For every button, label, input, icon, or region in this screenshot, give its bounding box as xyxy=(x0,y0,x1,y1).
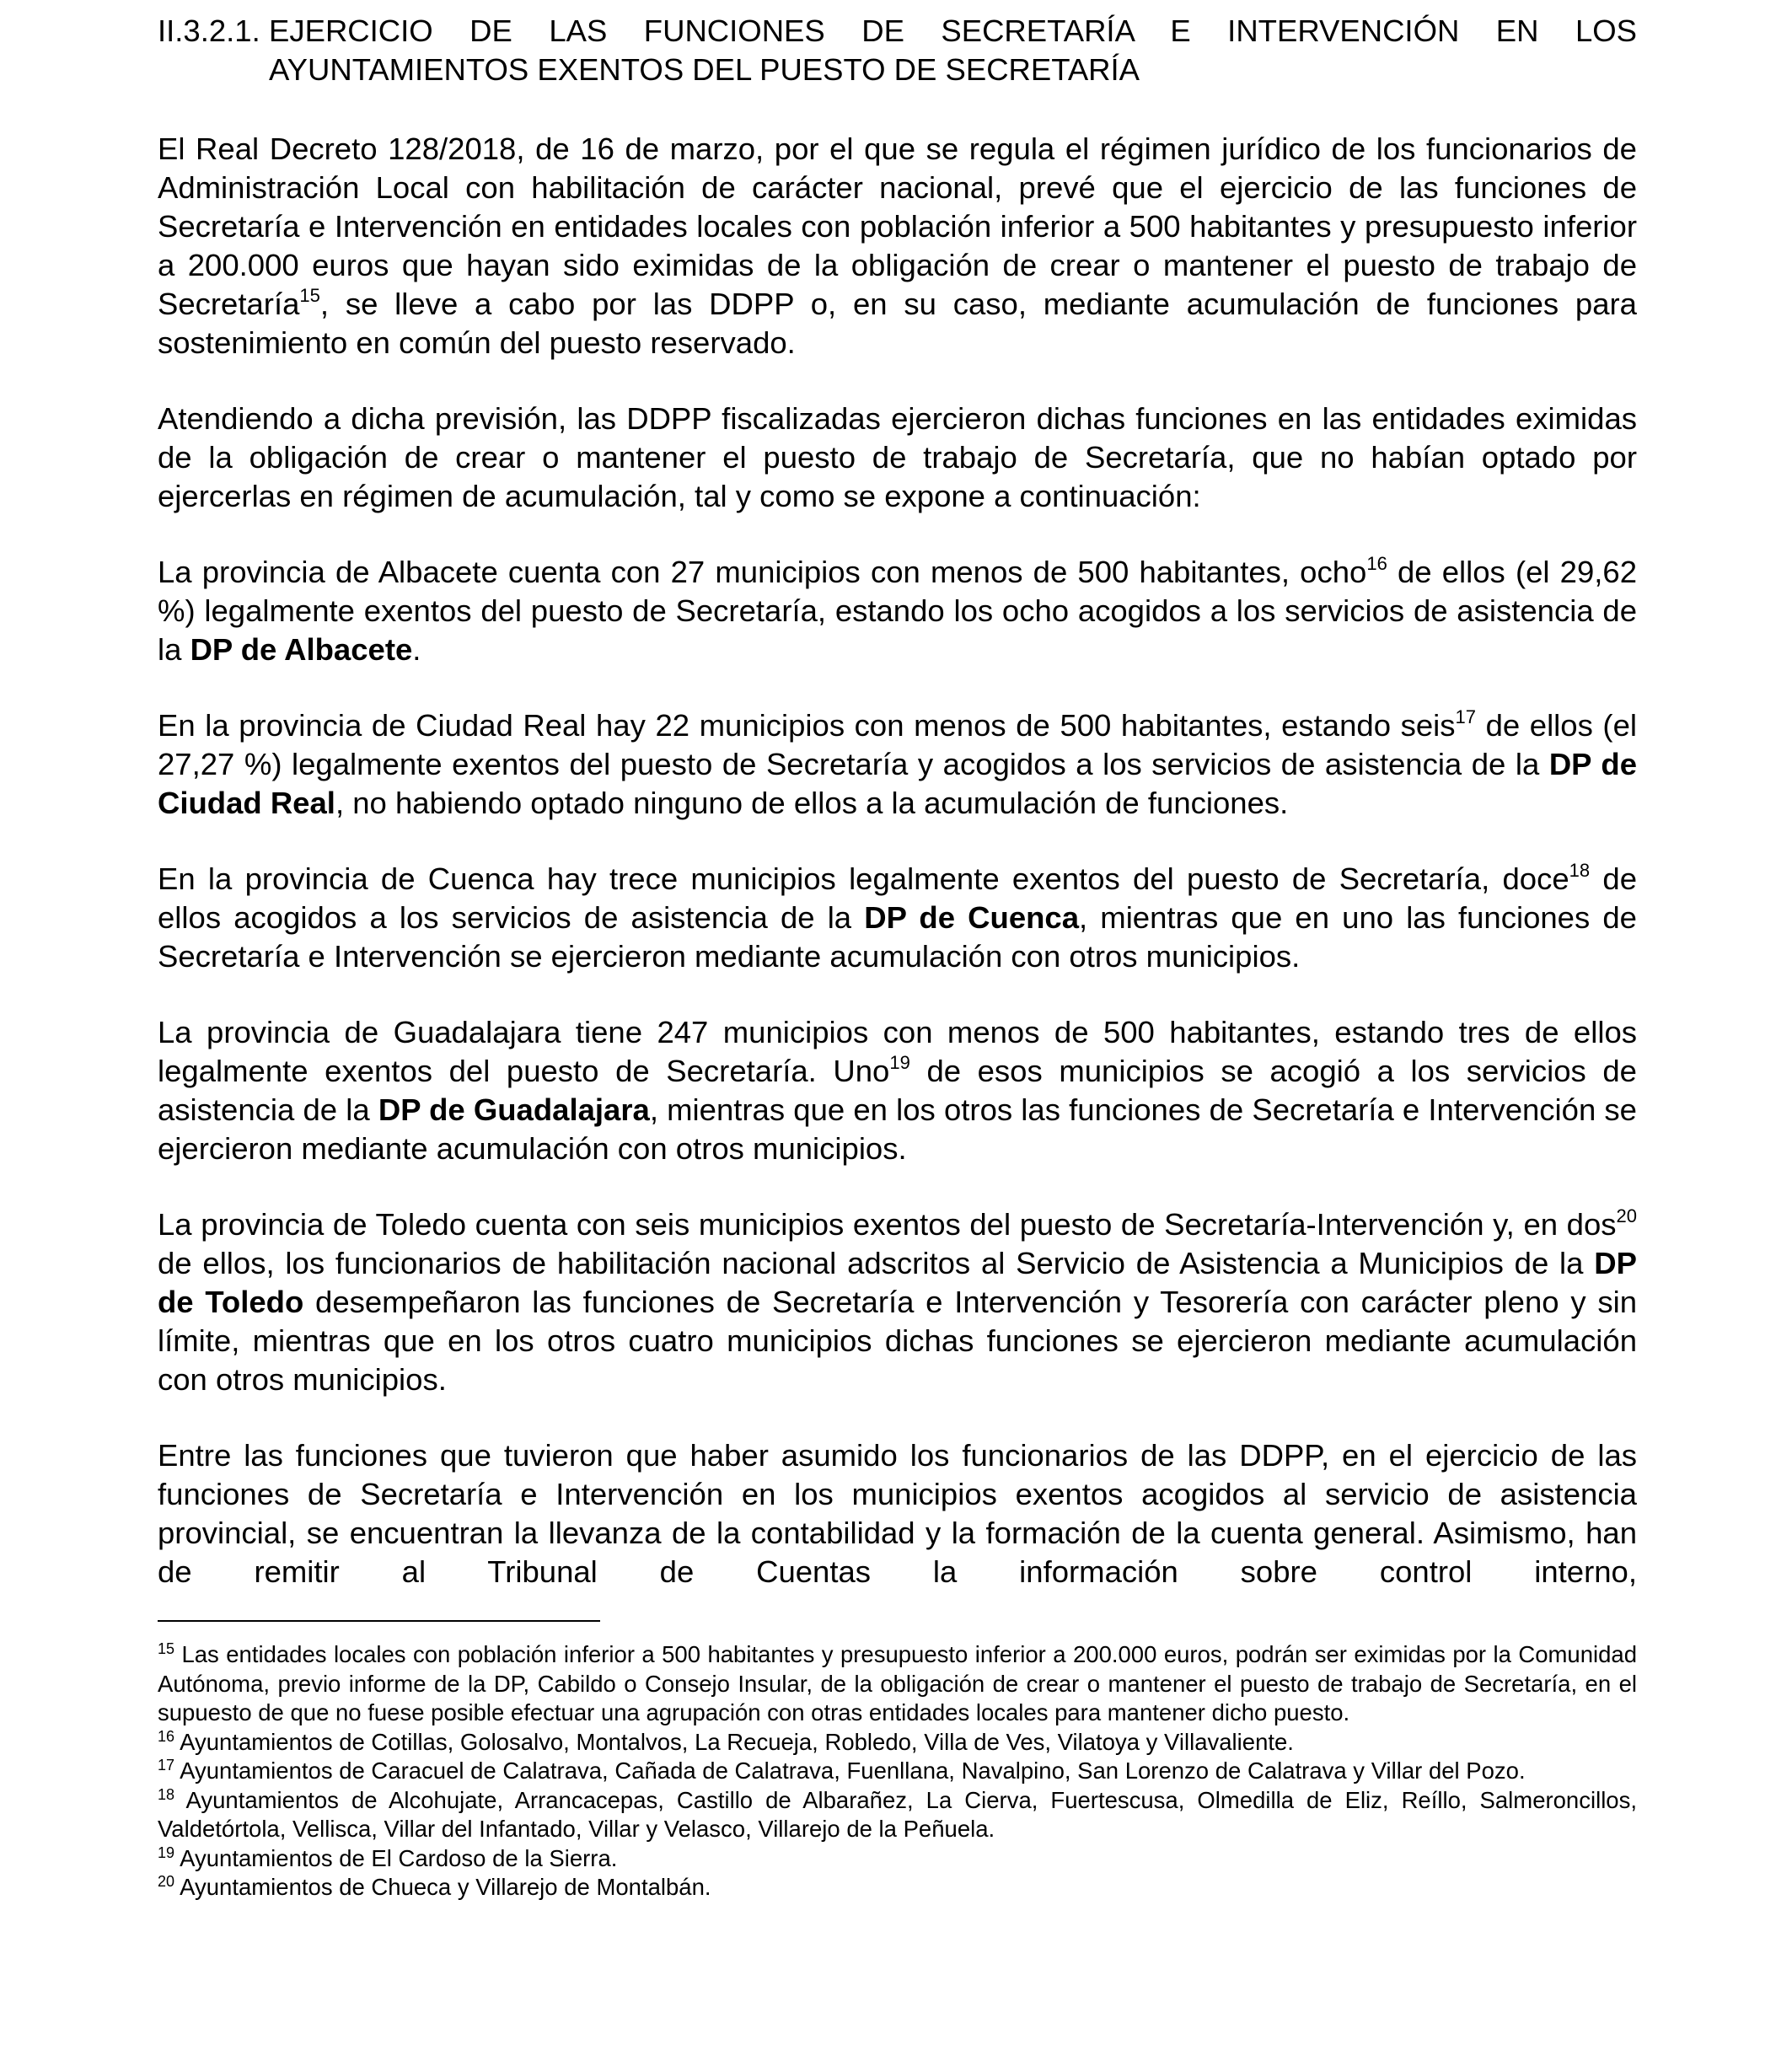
paragraph-text: Atendiendo a dicha previsión, las DDPP fiscalizadas ejercieron dichas funciones en las entidades eximidas de la obligación de crear o mantener el puesto de trabajo de Secretaría, que no habían optado por ejercerlas en régimen de acumulación, tal y como se expone a continuación: xyxy=(158,401,1637,513)
paragraph-text: La provincia de Toledo cuenta con seis municipios exentos del puesto de Secretaría-Intervención y, en dos xyxy=(158,1207,1617,1242)
footnote-text: Ayuntamientos de Caracuel de Calatrava, Cañada de Calatrava, Fuenllana, Navalpino, San Lorenzo de Calatrava y Villar del Pozo. xyxy=(174,1758,1526,1784)
bold-entity: DP de Guadalajara xyxy=(378,1092,650,1127)
paragraph-text: En la provincia de Ciudad Real hay 22 municipios con menos de 500 habitantes, estando seis xyxy=(158,708,1456,743)
footnote-text: Ayuntamientos de Alcohujate, Arrancacepas, Castillo de Albarañez, La Cierva, Fuertescusa, Olmedilla de Eliz, Reíllo, Salmeroncillos, Valdetórtola, Vellisca, Villar del Infantado, Villar y Velasco, Villarejo de la Peñuela. xyxy=(158,1786,1637,1842)
paragraph-text: En la provincia de Cuenca hay trece municipios legalmente exentos del puesto de Secretaría, doce xyxy=(158,861,1569,896)
paragraph-real-decreto xyxy=(158,130,1637,362)
paragraph-text: La provincia de Guadalajara tiene 247 municipios con menos de 500 habitantes, estando tres de ellos legalmente exentos del puesto de Secretaría. Uno xyxy=(158,1015,1637,1088)
section-number: II.3.2.1. xyxy=(158,13,260,48)
footnotes xyxy=(158,1640,1637,1902)
paragraph-text: de ellos, los funcionarios de habilitación nacional adscritos al Servicio de Asistencia a Municipios de la xyxy=(158,1246,1595,1280)
paragraph-albacete xyxy=(158,553,1637,669)
document-page xyxy=(158,12,1637,1902)
footnote-ref-19[interactable]: 19 xyxy=(889,1052,910,1073)
footnote-ref-20[interactable]: 20 xyxy=(1616,1205,1637,1226)
paragraph-text: , no habiendo optado ninguno de ellos a la acumulación de funciones. xyxy=(335,786,1289,820)
paragraph-text: Entre las funciones que tuvieron que haber asumido los funcionarios de las DDPP, en el ejercicio de las funciones de Secretaría e Intervención en los municipios exentos acogidos al servicio de asistencia provincial, se encuentran la llevanza de la contabilidad y la formación de la cuenta general. Asimismo, han de remitir al Tribunal de Cuentas la información sobre control interno, xyxy=(158,1438,1637,1589)
bold-entity: DP de Cuenca xyxy=(864,900,1080,935)
bold-entity: DP de Albacete xyxy=(190,632,413,667)
footnote-number: 16 xyxy=(158,1727,175,1745)
footnote-17 xyxy=(158,1757,1637,1786)
paragraph-guadalajara xyxy=(158,1013,1637,1168)
footnote-15 xyxy=(158,1640,1637,1728)
footnote-number: 20 xyxy=(158,1873,175,1890)
paragraph-text: de ellos acogidos a los servicios de asistencia de la xyxy=(158,861,1637,935)
paragraph-text: , se lleve a cabo por las DDPP o, en su caso, mediante acumulación de funciones para sostenimiento en común del puesto reservado. xyxy=(158,287,1637,360)
footnote-number: 19 xyxy=(158,1843,175,1861)
paragraph-text: La provincia de Albacete cuenta con 27 municipios con menos de 500 habitantes, ocho xyxy=(158,555,1367,589)
section-heading xyxy=(158,12,1637,89)
paragraph-text: El Real Decreto 128/2018, de 16 de marzo, por el que se regula el régimen jurídico de los funcionarios de Administración Local con habilitación de carácter nacional, prevé que el ejercicio de las funciones de Secretaría e Intervención en entidades locales con población inferior a 500 habitantes y presupuesto inferior a 200.000 euros que hayan sido eximidas de la obligación de crear o mantener el puesto de trabajo de Secretaría xyxy=(158,131,1637,321)
footnote-ref-17[interactable]: 17 xyxy=(1455,706,1476,727)
paragraph-prevision xyxy=(158,400,1637,516)
footnote-ref-18[interactable]: 18 xyxy=(1569,860,1591,881)
bold-entity: DP de Ciudad Real xyxy=(158,747,1637,820)
paragraph-funciones xyxy=(158,1436,1637,1591)
paragraph-text: de ellos (el 29,62 %) legalmente exentos del puesto de Secretaría, estando los ocho acogidos a los servicios de asistencia de la xyxy=(158,555,1637,667)
paragraph-text: , mientras que en uno las funciones de Secretaría e Intervención se ejercieron mediante acumulación con otros municipios. xyxy=(158,900,1637,974)
footnote-number: 18 xyxy=(158,1785,175,1803)
footnote-18 xyxy=(158,1786,1637,1844)
footnote-20 xyxy=(158,1873,1637,1902)
footnote-ref-16[interactable]: 16 xyxy=(1366,553,1387,574)
bold-entity: DP de Toledo xyxy=(158,1246,1637,1319)
footnote-text: Las entidades locales con población inferior a 500 habitantes y presupuesto inferior a 200.000 euros, podrán ser eximidas por la Comunidad Autónoma, previo informe de la DP, Cabildo o Consejo Insular, de la obligación de crear o mantener el puesto de trabajo de Secretaría, en el supuesto de que no fuese posible efectuar una agrupación con otras entidades locales para mantener dicho puesto. xyxy=(158,1641,1637,1725)
footnote-text: Ayuntamientos de Cotillas, Golosalvo, Montalvos, La Recueja, Robledo, Villa de Ves, Vilatoya y Villavaliente. xyxy=(174,1728,1294,1755)
paragraph-toledo xyxy=(158,1205,1637,1399)
footnote-text: Ayuntamientos de Chueca y Villarejo de Montalbán. xyxy=(174,1874,711,1900)
footnote-16 xyxy=(158,1728,1637,1758)
paragraph-ciudad-real xyxy=(158,706,1637,823)
footnote-text: Ayuntamientos de El Cardoso de la Sierra. xyxy=(174,1844,618,1871)
paragraph-text: . xyxy=(412,632,421,667)
paragraph-text: desempeñaron las funciones de Secretaría e Intervención y Tesorería con carácter pleno y sin límite, mientras que en los otros cuatro municipios dichas funciones se ejercieron mediante acumulación con otros municipios. xyxy=(158,1285,1637,1397)
footnote-ref-15[interactable]: 15 xyxy=(299,285,320,306)
footnote-separator xyxy=(158,1620,600,1622)
section-title: EJERCICIO DE LAS FUNCIONES DE SECRETARÍA E INTERVENCIÓN EN LOS AYUNTAMIENTOS EXENTOS DEL PUESTO DE SECRETARÍA xyxy=(269,13,1637,87)
footnote-19 xyxy=(158,1844,1637,1874)
footnote-number: 17 xyxy=(158,1757,175,1774)
paragraph-text: , mientras que en los otros las funciones de Secretaría e Intervención se ejercieron mediante acumulación con otros municipios. xyxy=(158,1092,1637,1166)
footnote-number: 15 xyxy=(158,1640,175,1657)
paragraph-text: de esos municipios se acogió a los servicios de asistencia de la xyxy=(158,1054,1637,1127)
paragraph-text: de ellos (el 27,27 %) legalmente exentos del puesto de Secretaría y acogidos a los servicios de asistencia de la xyxy=(158,708,1637,781)
paragraph-cuenca xyxy=(158,860,1637,976)
